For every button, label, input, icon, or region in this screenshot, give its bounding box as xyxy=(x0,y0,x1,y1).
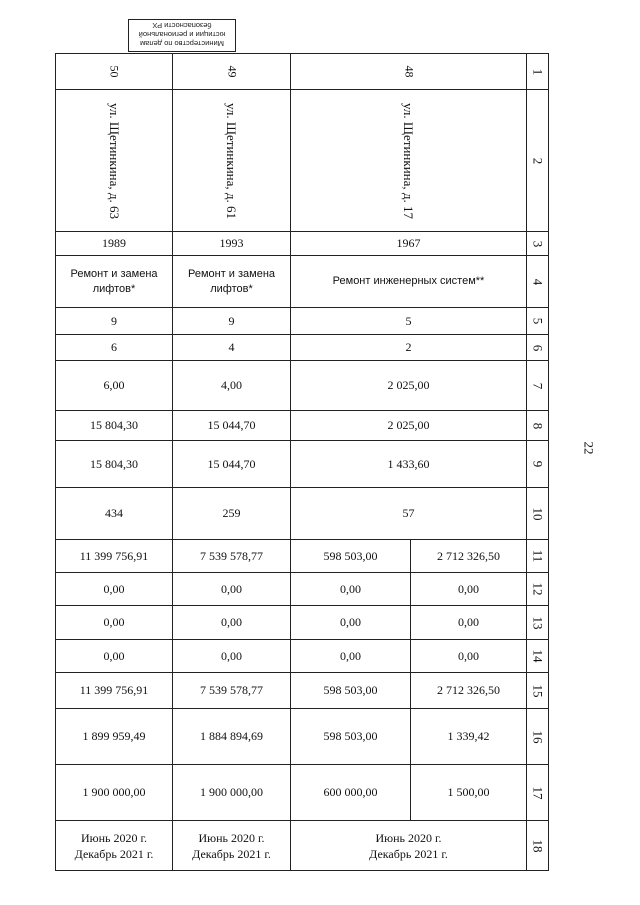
row-number: 8 xyxy=(527,411,549,441)
cell-col-c2-r11: 2 712 326,50 xyxy=(411,540,527,573)
cell-col-a-r14: 0,00 xyxy=(56,640,173,673)
table-row xyxy=(56,308,549,335)
period-end: Декабрь 2021 г. xyxy=(192,846,271,861)
cell-col-c1-r11: 598 503,00 xyxy=(291,540,411,573)
table-row xyxy=(56,54,549,90)
cell-col-b-entrances: 4 xyxy=(173,335,291,361)
cell-col-c-num: 48 xyxy=(291,54,527,90)
cell-col-c1-r17: 600 000,00 xyxy=(291,765,411,821)
cell-col-b-address: ул. Щетинкина, д. 61 xyxy=(173,90,291,232)
cell-col-b-r7: 4,00 xyxy=(173,361,291,411)
cell-col-a-r15: 11 399 756,91 xyxy=(56,673,173,709)
registration-stamp xyxy=(128,19,236,52)
cell-col-c-entrances: 2 xyxy=(291,335,527,361)
cell-col-a-year: 1989 xyxy=(56,232,173,256)
cell-col-b-r10: 259 xyxy=(173,488,291,540)
table-row xyxy=(56,540,549,573)
cell-col-c2-r15: 2 712 326,50 xyxy=(411,673,527,709)
cell-col-c-r8: 2 025,00 xyxy=(291,411,527,441)
cell-col-c2-r17: 1 500,00 xyxy=(411,765,527,821)
period-start: Июнь 2020 г. xyxy=(375,830,442,845)
cell-col-c-r9: 1 433,60 xyxy=(291,441,527,488)
row-number: 11 xyxy=(527,540,549,573)
row-number: 1 xyxy=(527,54,549,90)
cell-col-b-r17: 1 900 000,00 xyxy=(173,765,291,821)
row-number: 18 xyxy=(527,821,549,871)
cell-col-c-period xyxy=(291,821,527,871)
page-number: 22 xyxy=(581,441,597,455)
cell-col-c-floors: 5 xyxy=(291,308,527,335)
row-number: 4 xyxy=(527,256,549,308)
cell-col-b-floors: 9 xyxy=(173,308,291,335)
cell-col-b-r8: 15 044,70 xyxy=(173,411,291,441)
cell-col-b-r15: 7 539 578,77 xyxy=(173,673,291,709)
cell-col-c1-r16: 598 503,00 xyxy=(291,709,411,765)
table-row xyxy=(56,411,549,441)
cell-col-c-address: ул. Щетинкина, д. 17 xyxy=(291,90,527,232)
row-number: 14 xyxy=(527,640,549,673)
cell-col-b-r12: 0,00 xyxy=(173,573,291,606)
cell-col-b-r9: 15 044,70 xyxy=(173,441,291,488)
row-number: 15 xyxy=(527,673,549,709)
row-number: 16 xyxy=(527,709,549,765)
cell-col-c-r7: 2 025,00 xyxy=(291,361,527,411)
cell-col-a-address: ул. Щетинкина, д. 63 xyxy=(56,90,173,232)
cell-col-a-r9: 15 804,30 xyxy=(56,441,173,488)
cell-col-c2-r13: 0,00 xyxy=(411,606,527,640)
table-row xyxy=(56,256,549,308)
row-number: 5 xyxy=(527,308,549,335)
table-row xyxy=(56,488,549,540)
stamp-line: безопасности РХ xyxy=(152,21,212,30)
row-number: 7 xyxy=(527,361,549,411)
table-row xyxy=(56,90,549,232)
row-number: 9 xyxy=(527,441,549,488)
cell-col-b-num: 49 xyxy=(173,54,291,90)
row-number: 10 xyxy=(527,488,549,540)
table-row xyxy=(56,361,549,411)
table-row xyxy=(56,709,549,765)
houses-table xyxy=(55,53,549,871)
cell-col-b-r11: 7 539 578,77 xyxy=(173,540,291,573)
cell-col-a-r8: 15 804,30 xyxy=(56,411,173,441)
row-number: 6 xyxy=(527,335,549,361)
period-start: Июнь 2020 г. xyxy=(198,830,265,845)
cell-col-a-floors: 9 xyxy=(56,308,173,335)
table-row xyxy=(56,573,549,606)
cell-col-c2-r12: 0,00 xyxy=(411,573,527,606)
cell-col-a-num: 50 xyxy=(56,54,173,90)
table-row xyxy=(56,606,549,640)
cell-col-c1-r12: 0,00 xyxy=(291,573,411,606)
cell-col-a-r11: 11 399 756,91 xyxy=(56,540,173,573)
cell-col-b-r16: 1 884 894,69 xyxy=(173,709,291,765)
cell-col-a-entrances: 6 xyxy=(56,335,173,361)
table-row xyxy=(56,765,549,821)
cell-col-a-r12: 0,00 xyxy=(56,573,173,606)
cell-col-b-r14: 0,00 xyxy=(173,640,291,673)
stamp-line: юстиции и региональной xyxy=(138,30,226,39)
cell-col-c-year: 1967 xyxy=(291,232,527,256)
cell-col-c-work-type: Ремонт инженерных систем** xyxy=(291,256,527,308)
row-number: 3 xyxy=(527,232,549,256)
cell-col-c1-r15: 598 503,00 xyxy=(291,673,411,709)
period-start: Июнь 2020 г. xyxy=(80,830,148,845)
cell-col-c-r10: 57 xyxy=(291,488,527,540)
table-row xyxy=(56,441,549,488)
table-row xyxy=(56,335,549,361)
row-number: 2 xyxy=(527,90,549,232)
cell-col-c1-r13: 0,00 xyxy=(291,606,411,640)
period-end: Декабрь 2021 г. xyxy=(74,846,154,861)
cell-col-a-r10: 434 xyxy=(56,488,173,540)
cell-col-a-r17: 1 900 000,00 xyxy=(56,765,173,821)
cell-col-b-r13: 0,00 xyxy=(173,606,291,640)
cell-col-a-work-type: Ремонт и замена лифтов* xyxy=(56,256,173,308)
row-number: 12 xyxy=(527,573,549,606)
cell-col-a-r13: 0,00 xyxy=(56,606,173,640)
cell-col-c2-r16: 1 339,42 xyxy=(411,709,527,765)
stamp-line: Министерство по делам xyxy=(140,39,224,48)
row-number: 17 xyxy=(527,765,549,821)
cell-col-c1-r14: 0,00 xyxy=(291,640,411,673)
cell-col-a-period xyxy=(56,821,173,871)
cell-col-c2-r14: 0,00 xyxy=(411,640,527,673)
cell-col-a-r7: 6,00 xyxy=(56,361,173,411)
cell-col-a-r16: 1 899 959,49 xyxy=(56,709,173,765)
cell-col-b-work-type: Ремонт и замена лифтов* xyxy=(173,256,291,308)
row-number: 13 xyxy=(527,606,549,640)
period-end: Декабрь 2021 г. xyxy=(369,846,448,861)
table-row xyxy=(56,821,549,871)
cell-col-b-year: 1993 xyxy=(173,232,291,256)
table-row xyxy=(56,232,549,256)
table-row xyxy=(56,640,549,673)
table-row xyxy=(56,673,549,709)
cell-col-b-period xyxy=(173,821,291,871)
